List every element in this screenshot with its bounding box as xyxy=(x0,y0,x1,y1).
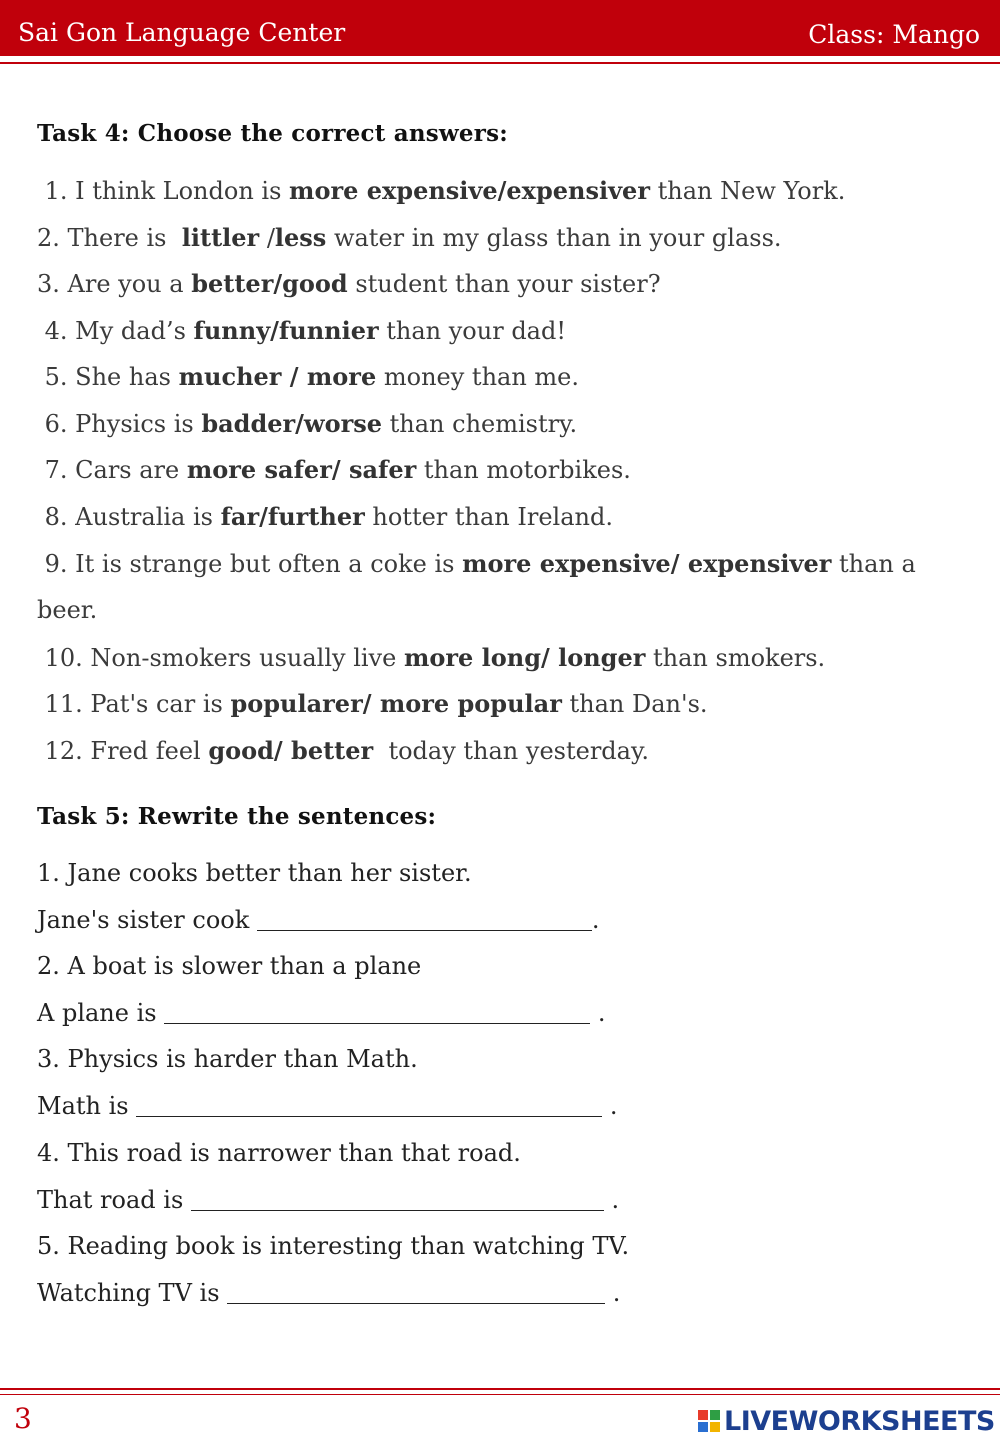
task5-sentence: 4. This road is narrower than that road. xyxy=(37,1139,521,1167)
answer-options[interactable]: more long/ longer xyxy=(403,643,646,672)
task4-item: 1. I think London is more expensive/expensiver than New York. xyxy=(37,176,846,205)
task5-sentence: 5. Reading book is interesting than watching TV. xyxy=(37,1232,630,1260)
task4-item: 3. Are you a better/good student than your sister? xyxy=(37,269,661,298)
page-number: 3 xyxy=(14,1402,32,1435)
task5-sentence: 3. Physics is harder than Math. xyxy=(37,1045,418,1073)
answer-options[interactable]: mucher / more xyxy=(178,362,377,391)
liveworksheets-logo[interactable] xyxy=(698,1406,994,1436)
task4-item: 2. There is littler /less water in my glass than in your glass. xyxy=(37,223,782,252)
task4-item: 7. Cars are more safer/ safer than motorbikes. xyxy=(37,455,631,484)
task4-item: 5. She has mucher / more money than me. xyxy=(37,362,580,391)
footer-rule-thin xyxy=(0,1394,1000,1395)
answer-options[interactable]: popularer/ more popular xyxy=(230,689,562,718)
task5-answer-line: That road is . xyxy=(37,1186,620,1214)
logo-text: LIVEWORKSHEETS xyxy=(724,1405,995,1437)
answer-options[interactable]: far/further xyxy=(220,502,365,531)
answer-blank[interactable] xyxy=(164,1001,590,1024)
task4-item: 8. Australia is far/further hotter than Ireland. xyxy=(37,502,613,531)
task5-answer-line: A plane is . xyxy=(37,999,606,1027)
header-rule xyxy=(0,62,1000,64)
answer-options[interactable]: badder/worse xyxy=(201,409,382,438)
task5-title: Task 5: Rewrite the sentences: xyxy=(37,803,437,830)
answer-options[interactable]: more expensive/ expensiver xyxy=(462,549,832,578)
answer-blank[interactable] xyxy=(227,1281,605,1304)
task4-item: 12. Fred feel good/ better today than yesterday. xyxy=(37,736,649,765)
task5-answer-line: Math is . xyxy=(37,1092,618,1120)
footer-rule xyxy=(0,1388,1000,1390)
class-label: Class: Mango xyxy=(808,20,980,49)
answer-options[interactable]: more safer/ safer xyxy=(186,455,417,484)
answer-blank[interactable] xyxy=(136,1094,602,1117)
answer-options[interactable]: better/good xyxy=(191,269,348,298)
task5-answer-line: Watching TV is . xyxy=(37,1279,621,1307)
answer-options[interactable]: good/ better xyxy=(208,736,374,765)
task4-item: 9. It is strange but often a coke is more expensive/ expensiver than a xyxy=(37,549,916,578)
answer-options[interactable]: funny/funnier xyxy=(193,316,379,345)
task4-title: Task 4: Choose the correct answers: xyxy=(37,120,508,147)
task4-item: 11. Pat's car is popularer/ more popular than Dan's. xyxy=(37,689,708,718)
logo-cube-icon xyxy=(698,1410,720,1432)
task4-item: 6. Physics is badder/worse than chemistry. xyxy=(37,409,578,438)
answer-options[interactable]: more expensive/expensiver xyxy=(289,176,650,205)
task5-answer-line: Jane's sister cook . xyxy=(37,906,600,934)
header-bar xyxy=(0,0,1000,56)
task4-item: 10. Non-smokers usually live more long/ longer than smokers. xyxy=(37,643,826,672)
answer-option[interactable]: littler xyxy=(181,223,260,252)
task4-item-continuation: beer. xyxy=(37,596,98,624)
task4-item: 4. My dad’s funny/funnier than your dad! xyxy=(37,316,566,345)
answer-blank[interactable] xyxy=(257,908,592,931)
answer-blank[interactable] xyxy=(191,1188,604,1211)
task5-sentence: 2. A boat is slower than a plane xyxy=(37,952,422,980)
answer-option[interactable]: less xyxy=(274,223,327,252)
center-name: Sai Gon Language Center xyxy=(18,18,346,47)
task5-sentence: 1. Jane cooks better than her sister. xyxy=(37,859,472,887)
